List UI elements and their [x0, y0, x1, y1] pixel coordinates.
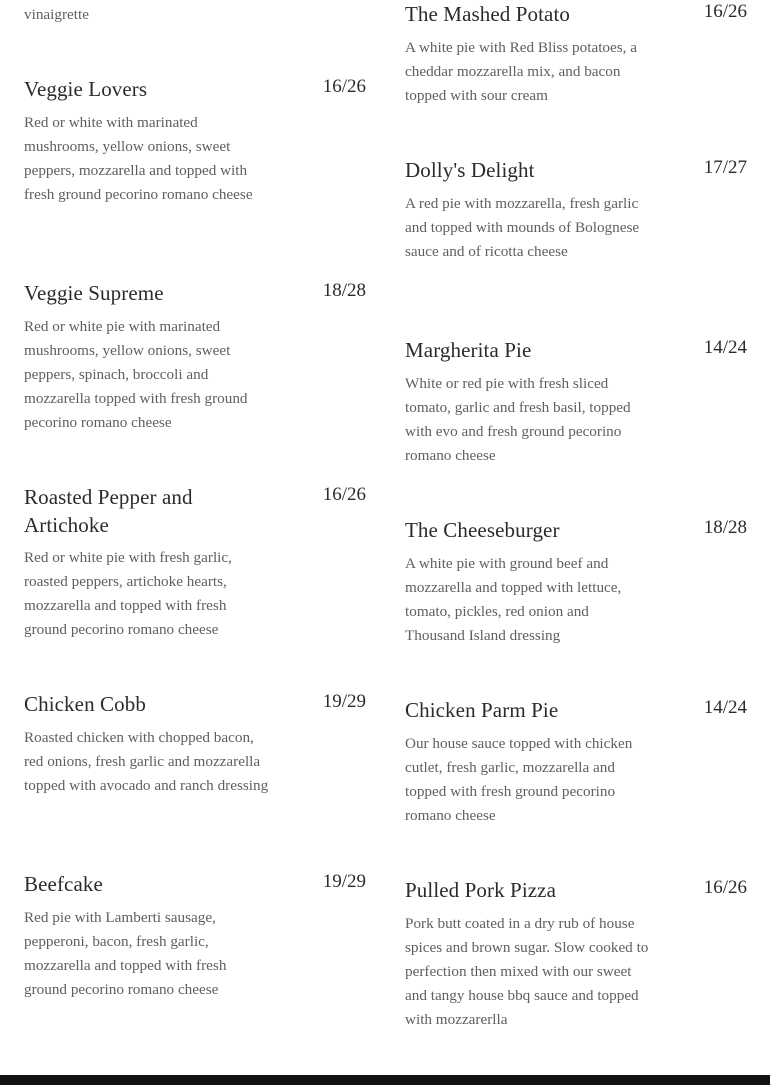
menu-item-name: Veggie Lovers: [24, 77, 148, 101]
menu-item-price: 18/28: [703, 517, 747, 538]
menu-item-name: Roasted Pepper and Artichoke: [24, 485, 193, 537]
menu-item-name: The Cheeseburger: [405, 518, 560, 542]
menu-item-description: White or red pie with fresh sliced tomato, garlic and fresh basil, topped with evo and fresh ground pecorino romano cheese: [405, 375, 631, 464]
menu-item-name: Dolly's Delight: [405, 158, 535, 182]
menu-item-price: 16/26: [703, 877, 747, 898]
menu-item-name: Veggie Supreme: [24, 281, 164, 305]
menu-item-name: Chicken Parm Pie: [405, 698, 559, 722]
menu-item-name: Chicken Cobb: [24, 692, 146, 716]
menu-item-description: Red or white pie with fresh garlic, roasted peppers, artichoke hearts, mozzarella and topped with fresh ground pecorino romano cheese: [24, 549, 232, 638]
menu-item-price: 18/28: [322, 280, 366, 301]
menu-item-price: 14/24: [703, 697, 747, 718]
menu-item-price: 19/29: [322, 871, 366, 892]
menu-item-description: A white pie with ground beef and mozzarella and topped with lettuce, tomato, pickles, red onion and Thousand Island dressing: [405, 555, 622, 644]
menu-item-name: Pulled Pork Pizza: [405, 878, 557, 902]
footer-bar: [0, 1075, 770, 1085]
menu-item-description: Red pie with Lamberti sausage, pepperoni, bacon, fresh garlic, mozzarella and topped with fresh ground pecorino romano cheese: [24, 909, 227, 998]
menu-item-description: Red or white pie with marinated mushrooms, yellow onions, sweet peppers, spinach, broccoli and mozzarella topped with fresh ground pecorino romano cheese: [24, 318, 248, 431]
menu-item-description: A red pie with mozzarella, fresh garlic and topped with mounds of Bolognese sauce and of ricotta cheese: [405, 195, 640, 260]
menu-item-price: 17/27: [703, 157, 747, 178]
menu-item-name: Beefcake: [24, 872, 103, 896]
menu-item-price: 14/24: [703, 337, 747, 358]
menu-item-name: The Mashed Potato: [405, 2, 571, 26]
menu-item-description-partial: vinaigrette: [24, 6, 89, 23]
menu-item-name: Margherita Pie: [405, 338, 532, 362]
menu-item-price: 19/29: [322, 691, 366, 712]
menu-item-price: 16/26: [322, 484, 366, 505]
menu-item-description: Our house sauce topped with chicken cutlet, fresh garlic, mozzarella and topped with fresh ground pecorino romano cheese: [405, 735, 633, 824]
menu-item-price: 16/26: [322, 76, 366, 97]
menu-item-description: Roasted chicken with chopped bacon, red onions, fresh garlic and mozzarella topped with avocado and ranch dressing: [24, 729, 269, 794]
menu-item-description: Red or white with marinated mushrooms, yellow onions, sweet peppers, mozzarella and topped with fresh ground pecorino romano cheese: [24, 114, 253, 203]
menu-item-description: A white pie with Red Bliss potatoes, a cheddar mozzarella mix, and bacon topped with sour cream: [405, 39, 638, 104]
menu-item-price: 16/26: [703, 1, 747, 22]
menu-item-description: Pork butt coated in a dry rub of house spices and brown sugar. Slow cooked to perfection then mixed with our sweet and tangy house bbq sauce and topped with mozzarerlla: [405, 915, 649, 1028]
